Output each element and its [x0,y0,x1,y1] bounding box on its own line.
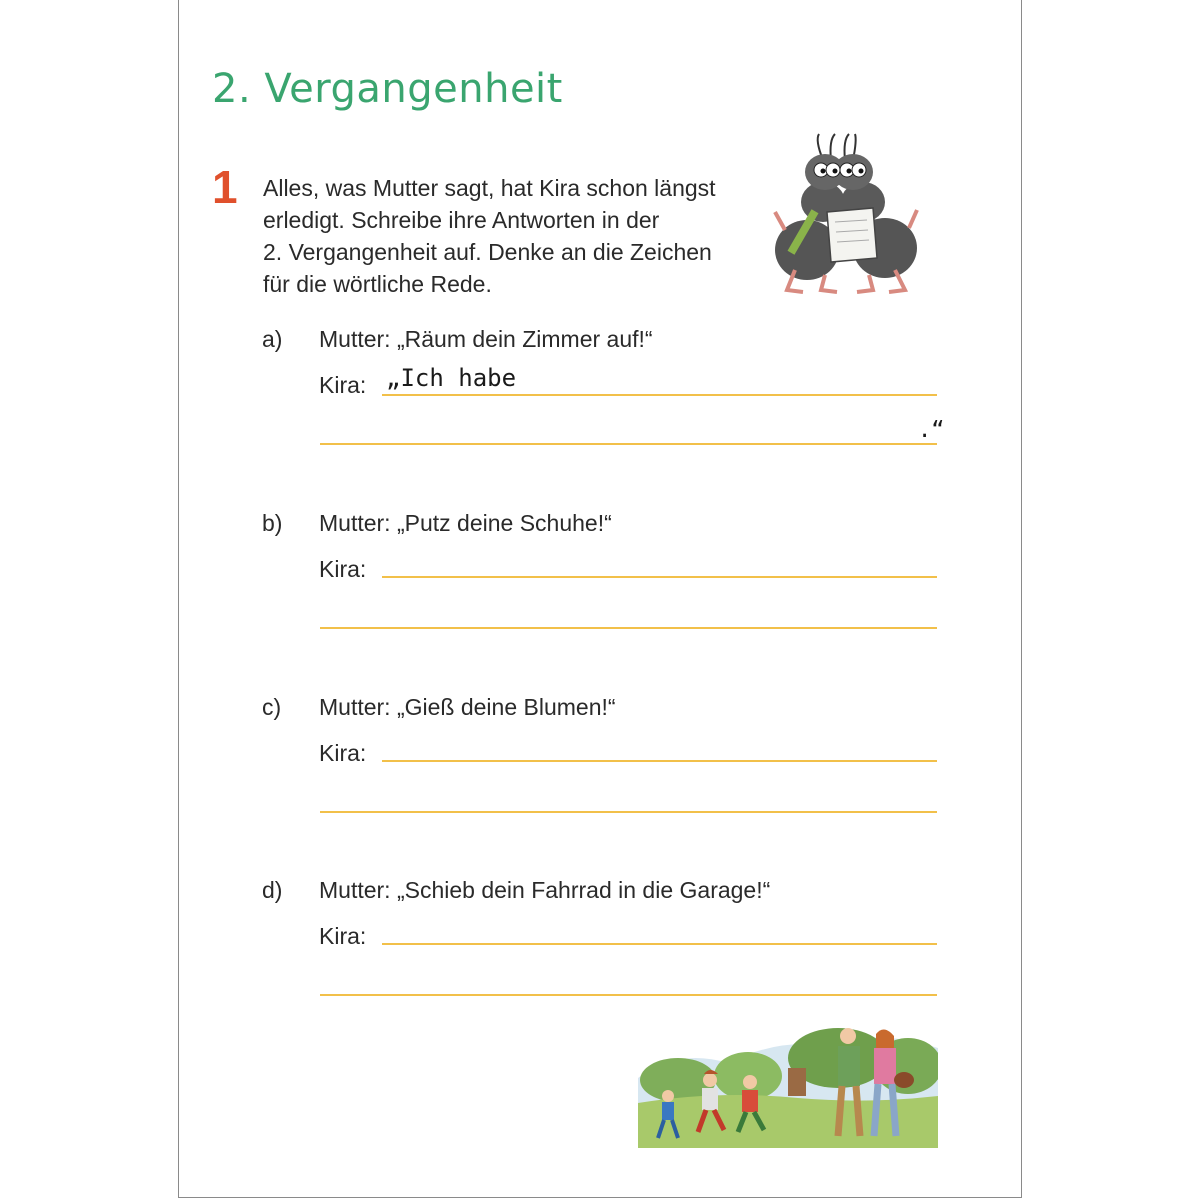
answer-line[interactable] [320,811,937,813]
handwritten-answer-end: .“ [918,418,945,443]
instruction-line: 2. Vergangenheit auf. Denke an die Zeichen [263,239,712,265]
answer-line[interactable] [382,760,937,762]
answer-line[interactable] [382,943,937,945]
ant-characters-illustration [765,130,930,300]
mother-quote: Mutter: „Schieb dein Fahrrad in die Garage!“ [319,877,771,903]
task-number: 1 [212,161,238,213]
exercise-letter: c) [262,694,282,720]
page-title: 2. Vergangenheit [212,66,563,112]
exercise-letter: d) [262,877,283,903]
answer-line[interactable] [382,394,937,396]
task-instructions [263,172,763,300]
kira-label: Kira: [319,923,367,949]
kira-label: Kira: [319,556,367,582]
kira-label: Kira: [319,740,367,766]
mother-quote: Mutter: „Putz deine Schuhe!“ [319,510,612,536]
answer-line[interactable] [382,576,937,578]
answer-line[interactable] [320,443,937,445]
instruction-line: für die wörtliche Rede. [263,271,492,297]
answer-line[interactable] [320,994,937,996]
answer-line[interactable] [320,627,937,629]
family-walking-illustration [638,1018,938,1148]
instruction-line: Alles, was Mutter sagt, hat Kira schon längst [263,175,716,201]
mother-quote: Mutter: „Räum dein Zimmer auf!“ [319,326,653,352]
exercise-letter: b) [262,510,283,536]
kira-label: Kira: [319,372,367,398]
handwritten-answer-start: „Ich habe [386,364,517,392]
mother-quote: Mutter: „Gieß deine Blumen!“ [319,694,616,720]
exercise-letter: a) [262,326,283,352]
instruction-line: erledigt. Schreibe ihre Antworten in der [263,207,660,233]
